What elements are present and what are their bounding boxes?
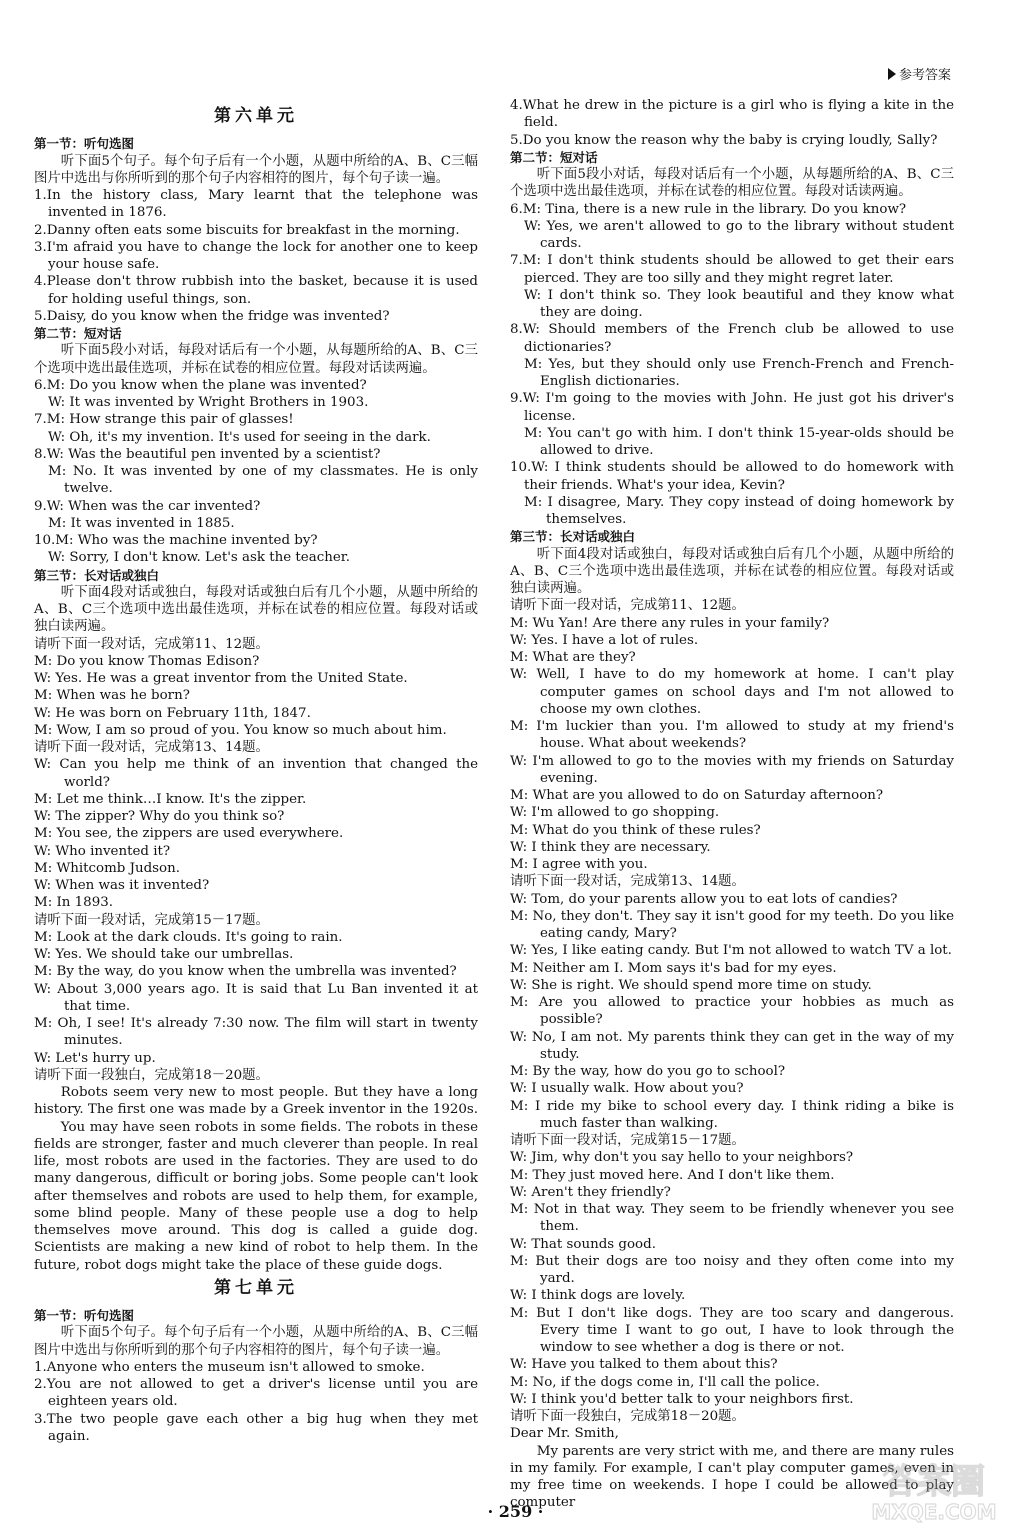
dialogue-line: 3.I'm afraid you have to change the lock for another one to keep your house safe. [34,239,478,272]
dialogue-line: M: Wow, I am so proud of you. You know so much about him. [34,722,447,738]
unit-title: 第七单元 [214,1277,298,1298]
dialogue-line: M: In 1893. [34,895,113,911]
dialogue-line: 4.Please don't throw rubbish into the basket, because it is used for holding useful things, son. [34,274,478,307]
dialogue-line: 3.The two people gave each other a big hug when they met again. [34,1411,478,1444]
section-heading: 第二节：短对话 [34,326,122,341]
dialogue-line: M: Whitcomb Judson. [34,860,180,876]
dialogue-line: W: He was born on February 11th, 1847. [34,705,311,721]
dialogue-line: M: By the way, how do you go to school? [510,1064,786,1079]
text-line: 请听下面一段对话，完成第15－17题。 [34,912,269,928]
text-line: Dear Mr. Smith, [510,1426,619,1442]
text-line: 请听下面一段对话，完成第11、12题。 [510,598,745,614]
dialogue-line: 5.Do you know the reason why the baby is crying loudly, Sally? [510,132,938,148]
section-heading: 第二节：短对话 [510,149,598,165]
paragraph: 听下面4段对话或独白，每段对话或独白后有几个小题，从题中所给的A、B、C三个选项中选出最佳选项，并标在试卷的相应位置。每段对话或独白读两遍。 [510,546,954,596]
dialogue-line: M: I agree with you. [510,857,648,872]
dialogue-line: W: Let's hurry up. [34,1050,156,1066]
text-line: 请听下面一段对话，完成第11、12题。 [34,636,269,652]
dialogue-line: 7.M: How strange this pair of glasses! [34,412,294,428]
dialogue-line: M: It was invented in 1885. [48,515,235,531]
dialogue-line: W: That sounds good. [510,1236,656,1252]
dialogue-line: W: No, I am not. My parents think they can get in the way of my study. [510,1029,954,1062]
dialogue-line: W: I'm allowed to go to the movies with my friends on Saturday evening. [510,753,954,786]
text-line: 请听下面一段对话，完成第13、14题。 [34,740,269,755]
dialogue-line: W: I think they are necessary. [510,839,711,855]
dialogue-line: M: I disagree, Mary. They copy instead of doing homework by themselves. [524,494,954,527]
answer-key-label: 参考答案 [898,68,951,83]
paragraph: 听下面5段小对话，每段对话后有一个小题，从每题所给的A、B、C三个选项中选出最佳选项，并标在试卷的相应位置。每段对话读两遍。 [34,343,478,376]
dialogue-line: W: The zipper? Why do you think so? [34,809,285,824]
dialogue-line: W: Can you help me think of an invention that changed the world? [34,757,478,790]
dialogue-line: W: Aren't they friendly? [510,1184,671,1200]
paragraph: My parents are very strict with me, and there are many rules in my family. For example, I can't play computer games, even in my free time on weekends. I hope I could be allowed to play computer [510,1443,954,1511]
dialogue-line: 8.W: Was the beautiful pen invented by a scientist? [34,446,381,462]
dialogue-line: M: But their dogs are too noisy and they often come into my yard. [510,1253,954,1286]
dialogue-line: W: I don't think so. They look beautiful and they know what they are doing. [524,287,954,320]
text-line: 请听下面一段独白，完成第18－20题。 [510,1409,745,1424]
dialogue-line: M: They just moved here. And I don't like them. [510,1167,835,1183]
dialogue-line: W: I think dogs are lovely. [510,1288,686,1304]
dialogue-line: M: Not in that way. They seem to be friendly whenever you see them. [510,1202,954,1235]
dialogue-line: W: Well, I have to do my homework at home. I can't play computer games on school days and I'm not allowed to choose my own clothes. [510,667,954,717]
dialogue-line: M: Wu Yan! Are there any rules in your family? [510,615,830,631]
dialogue-line: M: I'm luckier than you. I'm allowed to study at my friend's house. What about weekends? [510,719,954,752]
paragraph: Robots seem very new to most people. But they have a long history. The first one was made by a Greek inventor in the 1920s. [34,1085,479,1118]
dialogue-line: W: Oh, it's my invention. It's used for seeing in the dark. [48,429,431,445]
dialogue-line: W: Yes, we aren't allowed to go to the library without student cards. [524,218,954,251]
paragraph: 听下面5个句子。每个句子后有一个小题，从题中所给的A、B、C三幅图片中选出与你所听到的那个句子内容相符的图片，每个句子读一遍。 [34,153,478,186]
dialogue-line: 9.W: When was the car invented? [34,498,261,514]
dialogue-line: M: Neither am I. Mom says it's bad for my eyes. [510,960,837,976]
dialogue-line: W: Jim, why don't you say hello to your neighbors? [510,1150,854,1166]
dialogue-line: W: Have you talked to them about this? [510,1357,778,1373]
dialogue-line: M: Yes, but they should only use French-French and French-English dictionaries. [524,356,954,389]
dialogue-line: M: What are you allowed to do on Saturday afternoon? [510,788,884,803]
dialogue-line: M: Do you know Thomas Edison? [34,653,260,669]
dialogue-line: M: No, if the dogs come in, I'll call the police. [510,1374,820,1390]
text-line: 请听下面一段对话，完成第13、14题。 [510,874,745,890]
dialogue-line: M: You can't go with him. I don't think 15-year-olds should be allowed to drive. [524,425,954,458]
unit-title: 第六单元 [214,106,298,126]
dialogue-line: M: Look at the dark clouds. It's going to rain. [34,929,343,945]
dialogue-line: M: By the way, do you know when the umbrella was invented? [34,964,457,980]
dialogue-line: W: Yes. We should take our umbrellas. [34,947,294,962]
dialogue-line: W: I think you'd better talk to your neighbors first. [510,1391,854,1407]
dialogue-line: W: She is right. We should spend more time on study. [510,977,872,993]
section-heading: 第一节：听句选图 [34,1308,135,1323]
dialogue-line: M: But I don't like dogs. They are too scary and dangerous. Every time I want to go out, I have to look through the window to see whether a dog is there or not. [510,1305,954,1355]
page-number: · 259 · [487,1502,544,1521]
dialogue-line: W: Tom, do your parents allow you to eat lots of candies? [510,891,898,907]
dialogue-line: M: Are you allowed to practice your hobbies as much as possible? [510,995,954,1028]
dialogue-line: 10.M: Who was the machine invented by? [34,533,318,548]
dialogue-line: W: Yes. I have a lot of rules. [510,632,699,648]
dialogue-line: M: Let me think…I know. It's the zipper. [34,791,307,807]
watermark-logo [859,1455,1009,1525]
left-column [34,102,478,1445]
dialogue-line: W: About 3,000 years ago. It is said that Lu Ban invented it at that time. [34,981,478,1014]
dialogue-line: 2.You are not allowed to get a driver's license until you are eighteen years old. [34,1377,478,1410]
dialogue-line: 6.M: Tina, there is a new rule in the library. Do you know? [510,201,907,217]
right-column [510,97,954,1512]
dialogue-line: W: Sorry, I don't know. Let's ask the teacher. [48,550,350,566]
dialogue-line: W: I'm allowed to go shopping. [510,805,720,821]
dialogue-line: M: When was he born? [34,688,190,704]
dialogue-line: 1.In the history class, Mary learnt that the telephone was invented in 1876. [34,188,478,221]
dialogue-line: M: You see, the zippers are used everywhere. [34,826,344,842]
dialogue-line: 5.Daisy, do you know when the fridge was invented? [34,308,390,324]
dialogue-line: W: When was it invented? [34,878,210,893]
dialogue-line: M: I ride my bike to school every day. I think riding a bike is much faster than walking. [510,1098,954,1131]
dialogue-line: W: Yes, I like eating candy. But I'm not allowed to watch TV a lot. [510,943,952,959]
dialogue-line: M: What are they? [510,650,636,665]
dialogue-line: W: I usually walk. How about you? [510,1081,744,1097]
section-heading: 第三节：长对话或独白 [510,529,636,545]
dialogue-line: 7.M: I don't think students should be allowed to get their ears pierced. They are too silly and they might regret later. [510,253,954,286]
section-heading: 第一节：听句选图 [34,136,135,152]
text-line: 请听下面一段对话，完成第15－17题。 [510,1133,745,1148]
dialogue-line: 2.Danny often eats some biscuits for breakfast in the morning. [34,222,460,238]
paragraph: 听下面5个句子。每个句子后有一个小题，从题中所给的A、B、C三幅图片中选出与你所听到的那个句子内容相符的图片，每个句子读一遍。 [34,1325,478,1358]
triangle-icon [888,68,896,80]
dialogue-line: 6.M: Do you know when the plane was invented? [34,377,367,393]
dialogue-line: 4.What he drew in the picture is a girl who is flying a kite in the field. [510,98,954,131]
dialogue-line: M: No, they don't. They say it isn't good for my teeth. Do you like eating candy, Mary? [510,908,954,941]
dialogue-line: 10.W: I think students should be allowed to do homework with their friends. What's your idea, Kevin? [510,460,954,493]
answer-key-header [888,64,951,83]
dialogue-line: 8.W: Should members of the French club be allowed to use dictionaries? [510,322,954,355]
watermark-sub: MXQE.COM [871,1500,997,1524]
dialogue-line: W: It was invented by Wright Brothers in 1903. [48,395,369,410]
watermark-text: 答案圈 [883,1462,985,1502]
paragraph: 听下面4段对话或独白，每段对话或独白后有几个小题，从题中所给的A、B、C三个选项中选出最佳选项，并标在试卷的相应位置。每段对话或独白读两遍。 [34,584,478,635]
dialogue-line: M: Oh, I see! It's already 7:30 now. The film will start in twenty minutes. [34,1016,478,1049]
dialogue-line: 1.Anyone who enters the museum isn't allowed to smoke. [34,1359,425,1375]
dialogue-line: 9.W: I'm going to the movies with John. He just got his driver's license. [510,391,954,424]
text-line: 请听下面一段独白，完成第18－20题。 [34,1067,269,1083]
dialogue-line: W: Yes. He was a great inventor from the United State. [34,671,408,686]
paragraph: 听下面5段小对话，每段对话后有一个小题，从每题所给的A、B、C三个选项中选出最佳选项，并标在试卷的相应位置。每段对话读两遍。 [510,167,954,200]
dialogue-line: W: Who invented it? [34,843,171,859]
dialogue-line: M: No. It was invented by one of my classmates. He is only twelve. [48,464,478,497]
section-heading: 第三节：长对话或独白 [34,567,160,583]
dialogue-line: M: What do you think of these rules? [510,822,761,838]
paragraph: You may have seen robots in some fields. The robots in these fields are stronger, faster and much cleverer than people. In real life, most robots are used in the factories. They are used to do many dangerous, difficult or boring jobs. Some people can't look after themselves and robots are used to help them, for example, some blind people. Many of these people use a dog to help themselves move around. This dog is called a guide dog. Scientists are making a new kind of robot to help them. In the future, robot dogs might take the place of these guide dogs. [34,1119,478,1273]
